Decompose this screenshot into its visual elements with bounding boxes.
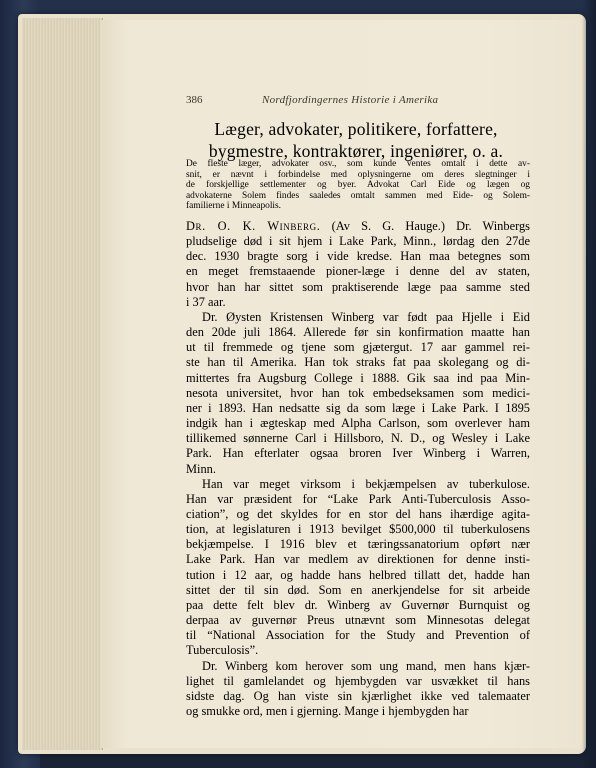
text-span: (Av S. G. Hauge.) Dr. Winbergs <box>331 219 530 233</box>
text-line: Minn. <box>186 461 216 476</box>
text-line: pludselige død i sit hjem i Lake Park, Minn., lørdag den 27de <box>186 234 530 249</box>
text-line <box>186 219 530 234</box>
text-line: lighet til gamlelandet og hjembygden var usvækket til hans <box>186 673 530 688</box>
text-line: en meget fremstaaende pioner-læge i denne del av staten, <box>186 264 530 279</box>
text-line: paa dette felt blev dr. Winberg av Guvernør Burnquist og <box>186 597 530 612</box>
text-line: Park. Han efterlater ogsaa broren Iver Winberg i Warren, <box>186 446 530 461</box>
text-line: dec. 1930 bragte sorg i vide kredse. Han maa betegnes som <box>186 249 530 264</box>
text-line: i 37 aar. <box>186 294 226 309</box>
text-line: sittet der til sin død. Som en anerkjendelse for sit arbeide <box>186 582 530 597</box>
text-line: tillikemed sønnerne Carl i Hillsboro, N. D., og Wesley i Lake <box>186 431 530 446</box>
text-line: ut til fremmede og tjene som gjætergut. 17 aar gammel rei- <box>186 340 530 355</box>
body-text <box>186 219 530 719</box>
intro-line: snit, er nævnt i forbindelse med oplysningerne om deres slegtninger i <box>186 169 530 180</box>
text-line: Tuberculosis”. <box>186 643 259 658</box>
paragraph <box>186 219 530 310</box>
text-line: Dr. Winberg kom herover som ung mand, men hans kjær- <box>202 658 530 673</box>
text-line: derpaa av guvernør Preus utnævnt som Minnesotas delegat <box>186 613 530 628</box>
intro-line: familierne i Minneapolis. <box>186 201 282 212</box>
text-line: tution i 12 aar, og hadde hans helbred tillatt det, hadde han <box>186 567 530 582</box>
text-line: mittertes fra Augsburg College i 1888. Gik saa ind paa Min- <box>186 370 530 385</box>
intro-note <box>186 159 530 212</box>
text-line: Dr. Øysten Kristensen Winberg var født paa Hjelle i Eid <box>202 309 530 324</box>
text-line: ciation”, og det skyldes for en stor del hans ihærdige agita- <box>186 506 530 521</box>
text-line: ste han til Amerika. Han tok straks fat paa skolegang og di- <box>186 355 530 370</box>
text-line: den 20de juli 1864. Allerede før sin konfirmation maatte han <box>186 325 530 340</box>
right-edge-shadow <box>582 0 596 768</box>
text-line: og smukke ord, men i gjerning. Mange i hjembygden har <box>186 704 469 718</box>
page-edges-stack <box>22 18 103 750</box>
intro-line: De fleste læger, advokater osv., som kunde ventes omtalt i dette av- <box>186 159 530 169</box>
text-line: nesota universitet, hvor han tok embedseksamen som medici- <box>186 385 530 400</box>
text-line: ner i 1893. Han nedsatte sig da som læge i Lake Park. I 1895 <box>186 400 530 415</box>
chapter-title: Læger, advokater, politikere, forfattere, bygmestre, kontraktører, ingeniører, o. a. <box>208 119 504 161</box>
text-line: hvor han har sittet som praktiserende læge paa samme sted <box>186 279 530 294</box>
text-line: indgik han i ægteskap med Alpha Carlson, som overlever ham <box>186 416 530 431</box>
text-line: sidste dag. Og han viste sin kjærlighet ikke ved talemaater <box>186 688 530 703</box>
text-line: bekjæmpelse. I 1916 blev et tæringssanatorium opført nær <box>186 537 530 552</box>
intro-line: advokaterne Solem findes saaledes omtalt sammen med Eide- og Solem- <box>186 190 530 201</box>
page-number: 386 <box>186 94 203 106</box>
text-line: tion, at legislaturen i 1913 bevilget $500,000 til tuberkulosens <box>186 522 530 537</box>
text-line: Han var meget virksom i bekjæmpelsen av tuberkulose. <box>202 476 530 491</box>
running-title: Nordfjordingernes Historie i Amerika <box>262 94 439 106</box>
text-line: Han var præsident for “Lake Park Anti-Tuberculosis Asso- <box>186 491 530 506</box>
paragraph <box>186 310 530 477</box>
text-line: til “National Association for the Study and Prevention of <box>186 628 530 643</box>
text-line: Lake Park. Han var medlem av direktionen for denne insti- <box>186 552 530 567</box>
paragraph <box>186 659 530 720</box>
paragraph <box>186 477 530 659</box>
intro-line: de forskjellige settlementer og byer. Advokat Carl Eide og lægen og <box>186 180 530 191</box>
entry-heading: Dr. O. K. Winberg. <box>186 219 321 233</box>
